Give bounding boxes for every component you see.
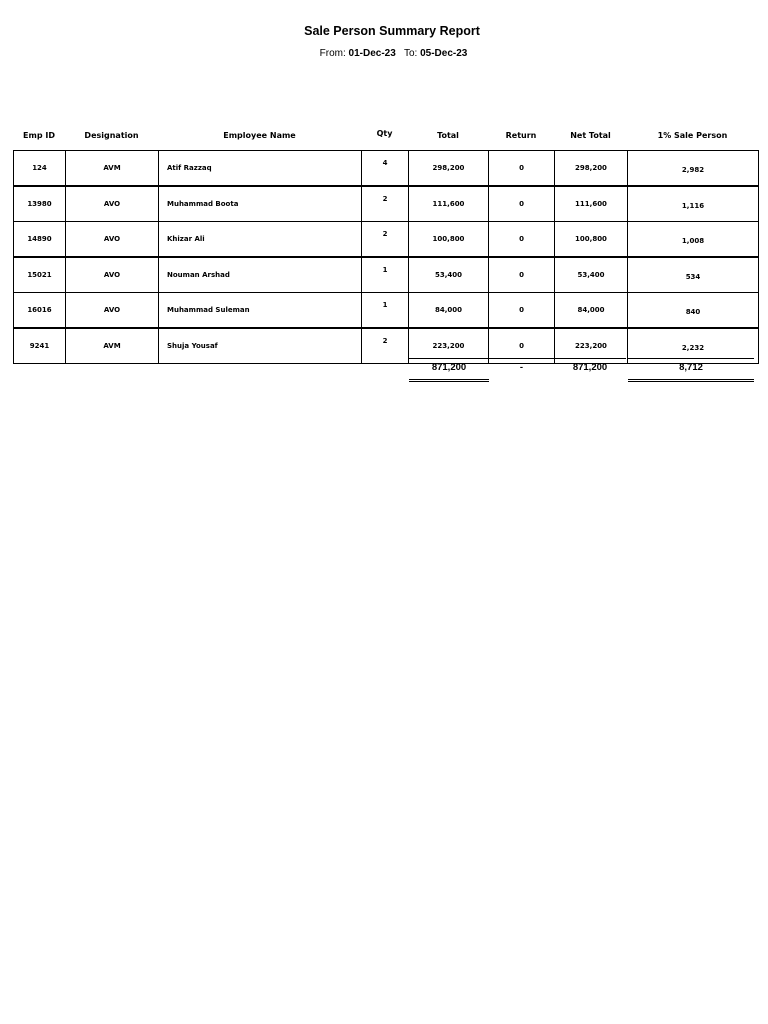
report-title: Sale Person Summary Report (304, 24, 480, 38)
table-row (14, 151, 759, 187)
total-cell: 111,600 (409, 186, 489, 222)
net-total-cell: 84,000 (555, 293, 628, 329)
employee-name-cell: Khizar Ali (159, 222, 362, 258)
qty-cell: 1 (362, 257, 409, 293)
return-cell: 0 (489, 293, 555, 329)
employee-name-cell: Muhammad Suleman (159, 293, 362, 329)
emp-id-cell: 124 (14, 151, 66, 187)
col-header-return: Return (505, 131, 537, 140)
qty-cell: 2 (362, 222, 409, 258)
sale-person-cell: 534 (628, 257, 759, 293)
designation-cell: AVO (66, 222, 159, 258)
return-cell: 0 (489, 186, 555, 222)
designation-cell: AVO (66, 293, 159, 329)
sale-person-cell: 840 (628, 293, 759, 329)
return-cell: 0 (489, 328, 555, 364)
total-cell: 223,200 (409, 328, 489, 364)
date-range (0, 48, 768, 59)
emp-id-cell: 13980 (14, 186, 66, 222)
salesperson-table (13, 150, 759, 364)
sale-person-cell: 2,232 (628, 328, 759, 364)
table-row (14, 186, 759, 222)
net-total-cell: 100,800 (555, 222, 628, 258)
employee-name-cell: Nouman Arshad (159, 257, 362, 293)
to-date: 05-Dec-23 (420, 48, 468, 59)
designation-cell: AVM (66, 328, 159, 364)
qty-cell: 2 (362, 186, 409, 222)
net-total-cell: 223,200 (555, 328, 628, 364)
table-row (14, 293, 759, 329)
col-header-employee-name: Employee Name (223, 131, 296, 140)
qty-cell: 1 (362, 293, 409, 329)
sale-person-cell: 1,008 (628, 222, 759, 258)
emp-id-cell: 9241 (14, 328, 66, 364)
col-header-sale-person: 1% Sale Person (657, 131, 728, 140)
col-header-designation: Designation (84, 131, 139, 140)
from-label: From: (319, 48, 346, 59)
total-cell: 84,000 (409, 293, 489, 329)
emp-id-cell: 15021 (14, 257, 66, 293)
table-row (14, 222, 759, 258)
net-total-cell: 53,400 (555, 257, 628, 293)
grand-return: - (489, 358, 554, 379)
total-cell: 100,800 (409, 222, 489, 258)
return-cell: 0 (489, 151, 555, 187)
col-header-emp-id: Emp ID (23, 131, 55, 140)
return-cell: 0 (489, 222, 555, 258)
designation-cell: AVO (66, 186, 159, 222)
employee-name-cell: Atif Razzaq (159, 151, 362, 187)
grand-net-total: 871,200 (554, 358, 626, 379)
net-total-cell: 111,600 (555, 186, 628, 222)
employee-name-cell: Muhammad Boota (159, 186, 362, 222)
designation-cell: AVM (66, 151, 159, 187)
sale-person-cell: 2,982 (628, 151, 759, 187)
from-date: 01-Dec-23 (348, 48, 396, 59)
qty-cell: 4 (362, 151, 409, 187)
employee-name-cell: Shuja Yousaf (159, 328, 362, 364)
emp-id-cell: 14890 (14, 222, 66, 258)
designation-cell: AVO (66, 257, 159, 293)
sale-person-cell: 1,116 (628, 186, 759, 222)
grand-total: 871,200 (409, 358, 489, 382)
table-row (14, 257, 759, 293)
grand-sale-person: 8,712 (628, 358, 754, 382)
col-header-net-total: Net Total (570, 131, 611, 140)
total-cell: 53,400 (409, 257, 489, 293)
col-header-qty: Qty (376, 129, 393, 138)
net-total-cell: 298,200 (555, 151, 628, 187)
total-cell: 298,200 (409, 151, 489, 187)
emp-id-cell: 16016 (14, 293, 66, 329)
col-header-total: Total (437, 131, 459, 140)
qty-cell: 2 (362, 328, 409, 364)
return-cell: 0 (489, 257, 555, 293)
to-label: To: (403, 48, 418, 59)
